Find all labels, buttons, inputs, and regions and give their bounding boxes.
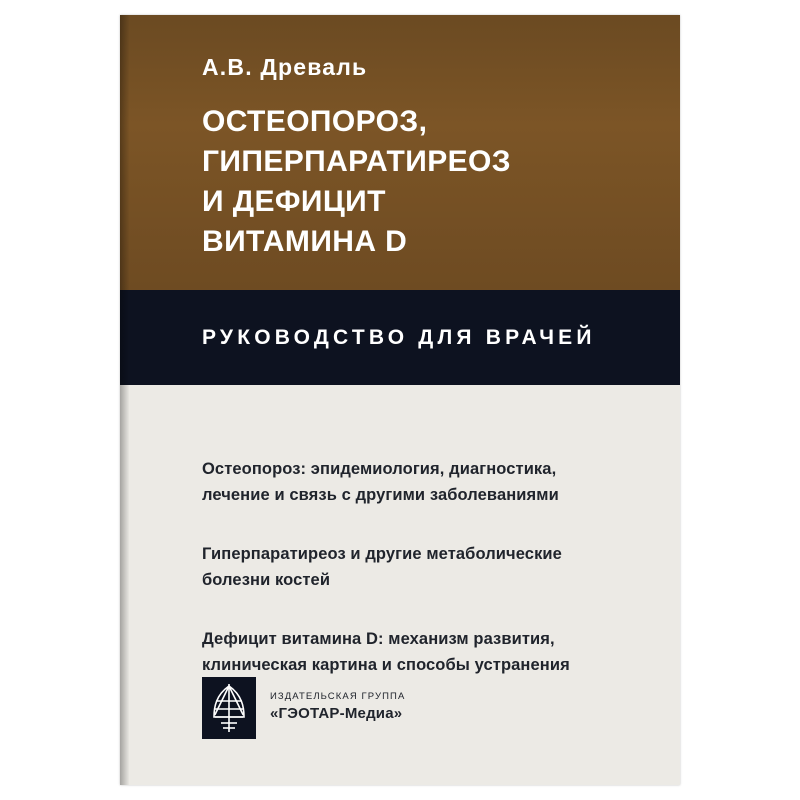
topic-3-line-2: клиническая картина и способы устранения	[202, 655, 570, 674]
publisher-block	[202, 677, 405, 739]
publisher-name: «ГЭОТАР-Медиа»	[270, 705, 403, 723]
topic-2-line-1: Гиперпаратиреоз и другие метаболические	[202, 545, 562, 564]
book-title	[202, 102, 642, 262]
cover-body	[120, 385, 680, 785]
topic-3-line-1: Дефицит витамина D: механизм развития,	[202, 630, 555, 649]
book-subtitle: РУКОВОДСТВО ДЛЯ ВРАЧЕЙ	[202, 325, 596, 349]
topic-item-1	[202, 457, 602, 508]
topic-item-3	[202, 627, 602, 678]
cover-subtitle-band	[120, 290, 680, 385]
cover-top-band	[120, 15, 680, 290]
topic-item-2	[202, 542, 602, 593]
topic-1-line-1: Остеопороз: эпидемиология, диагностика,	[202, 460, 557, 478]
book-cover	[120, 15, 680, 785]
publisher-group-label: ИЗДАТЕЛЬСКАЯ ГРУППА	[270, 691, 406, 703]
title-line-4: ВИТАМИНА D	[202, 224, 408, 258]
topic-1-line-2: лечение и связь с другими заболеваниями	[202, 485, 559, 504]
publisher-logo-icon	[202, 677, 256, 739]
topic-2-line-2: болезни костей	[202, 570, 331, 589]
title-line-2: ГИПЕРПАРАТИРЕОЗ	[202, 145, 511, 179]
title-line-1: ОСТЕОПОРОЗ,	[202, 105, 428, 139]
title-line-3: И ДЕФИЦИТ	[202, 185, 386, 219]
publisher-text	[270, 691, 405, 724]
author-name: А.В. Древаль	[202, 54, 368, 80]
